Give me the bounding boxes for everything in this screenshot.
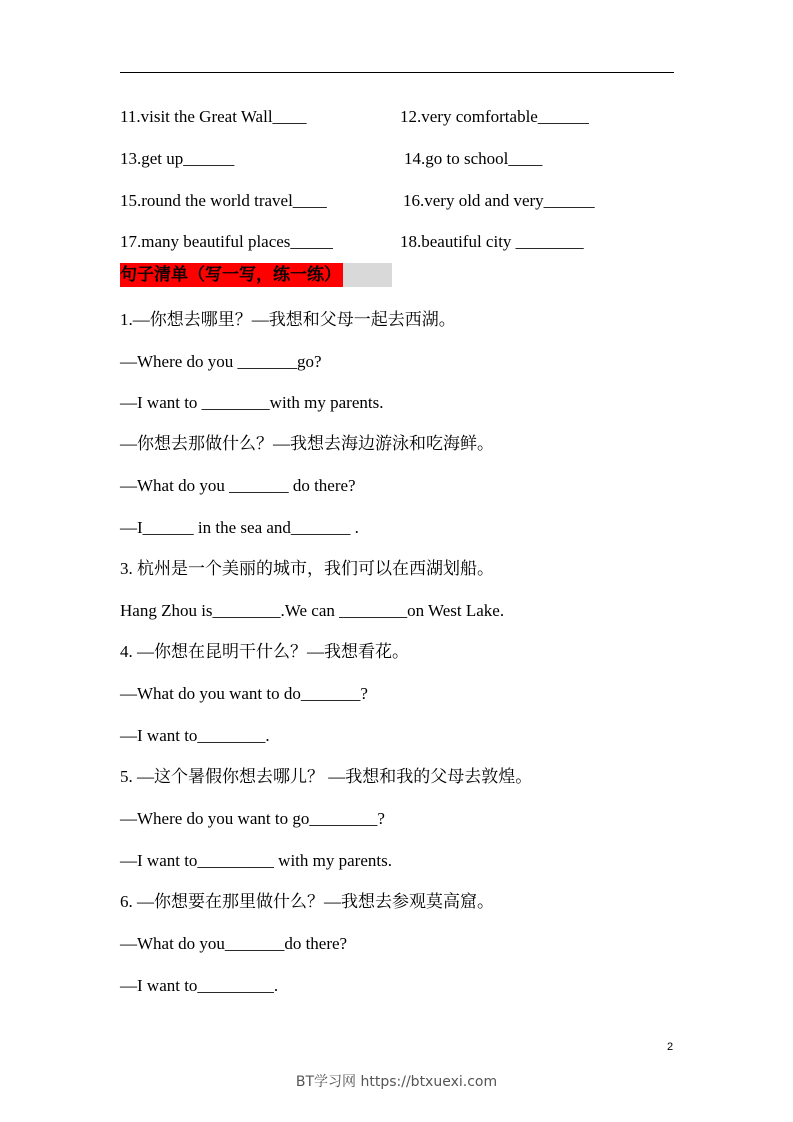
sentence-line: —Where do you want to go________?	[120, 809, 385, 828]
footer-watermark: BT学习网 https://btxuexi.com	[295, 1074, 498, 1090]
sentence-line: —I want to________.	[120, 726, 270, 745]
sentence-line: 3. 杭州是一个美丽的城市，我们可以在西湖划船。	[120, 559, 494, 578]
phrase-14: 14.go to school____	[404, 149, 543, 168]
sentence-line: 1.—你想去哪里？—我想和父母一起去西湖。	[120, 310, 456, 329]
sentence-line: —What do you_______do there?	[120, 934, 348, 953]
header-rule	[120, 72, 674, 73]
phrase-16: 16.very old and very______	[403, 191, 595, 210]
page-number: 2	[667, 1041, 674, 1053]
sentence-line: —Where do you _______go?	[120, 352, 322, 371]
sentence-line: —What do you _______ do there?	[120, 476, 356, 495]
sentence-line: —你想去那做什么？—我想去海边游泳和吃海鲜。	[120, 434, 494, 453]
sentence-line: Hang Zhou is________.We can ________on West Lake.	[120, 601, 505, 620]
phrase-15: 15.round the world travel____	[120, 191, 327, 210]
sentence-line: 4. —你想在昆明干什么？—我想看花。	[120, 642, 409, 661]
phrase-13: 13.get up______	[120, 149, 235, 168]
section-heading: 句子清单（写一写，练一练）	[120, 265, 341, 285]
sentence-line: 5. —这个暑假你想去哪儿？ —我想和我的父母去敦煌。	[120, 767, 533, 786]
sentence-line: —I want to_________ with my parents.	[120, 851, 392, 870]
sentence-line: —I want to ________with my parents.	[120, 393, 384, 412]
sentence-line: —I______ in the sea and_______ .	[120, 518, 359, 537]
phrase-18: 18.beautiful city ________	[400, 232, 584, 251]
phrase-11: 11.visit the Great Wall____	[120, 107, 307, 126]
sentence-line: —What do you want to do_______?	[120, 684, 368, 703]
sentence-line: —I want to_________.	[120, 976, 279, 995]
phrase-17: 17.many beautiful places_____	[120, 232, 333, 251]
sentence-line: 6. —你想要在那里做什么？—我想去参观莫高窟。	[120, 892, 494, 911]
phrase-12: 12.very comfortable______	[400, 107, 589, 126]
